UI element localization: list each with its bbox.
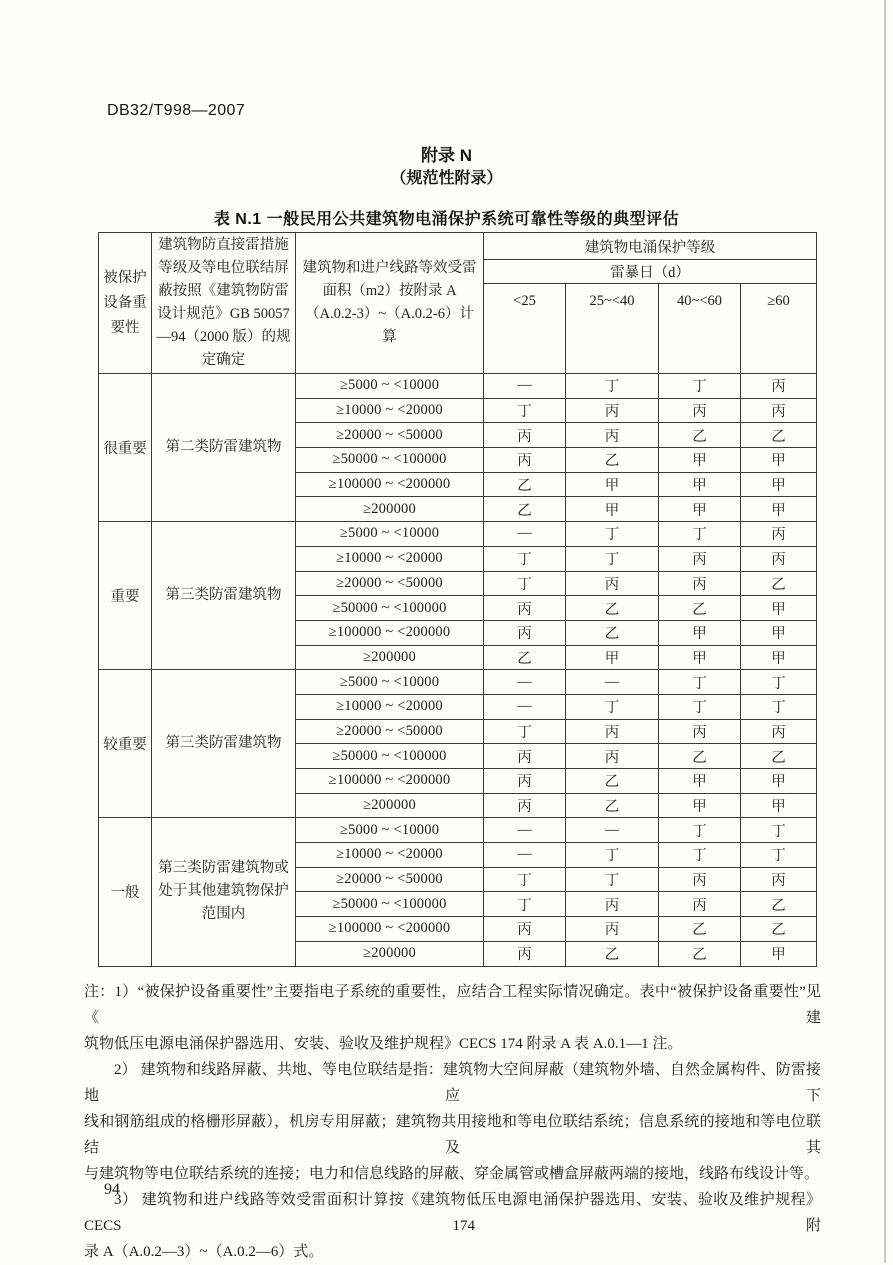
grade-cell: 丁 xyxy=(659,694,741,719)
note-line: 3） 建筑物和进户线路等效受雷面积计算按《建筑物低压电源电涌保护器选用、安装、验收及维护规程》CECS 174 附 xyxy=(84,1192,821,1234)
area-range-cell: ≥10000 ~ <20000 xyxy=(296,398,484,423)
grade-cell: 乙 xyxy=(659,423,741,448)
area-range-cell: ≥50000 ~ <100000 xyxy=(296,744,484,769)
area-range-cell: ≥200000 xyxy=(296,941,484,966)
appendix-subtitle: （规范性附录） xyxy=(390,170,503,187)
grade-cell: 丁 xyxy=(659,374,741,399)
grade-cell: — xyxy=(566,818,659,843)
note-line: 线和钢筋组成的格栅形屏蔽），机房专用屏蔽；建筑物共用接地和等电位联结系统；信息系统的接地和等电位联结及其 xyxy=(84,1114,821,1156)
grade-cell: 甲 xyxy=(659,448,741,473)
building-type-cell: 第二类防雷建筑物 xyxy=(152,374,296,522)
header-day-range: 25~<40 xyxy=(566,284,659,374)
grade-cell: 甲 xyxy=(566,472,659,497)
appendix-title: 附录 N xyxy=(421,146,472,165)
grade-cell: 甲 xyxy=(741,448,817,473)
grade-cell: 丁 xyxy=(659,522,741,547)
grade-cell: 甲 xyxy=(741,793,817,818)
grade-cell: 丁 xyxy=(566,374,659,399)
grade-cell: 丁 xyxy=(566,694,659,719)
grade-cell: 丁 xyxy=(741,843,817,868)
grade-cell: 丁 xyxy=(659,818,741,843)
grade-cell: 甲 xyxy=(659,472,741,497)
area-range-cell: ≥200000 xyxy=(296,793,484,818)
note-line: 2） 建筑物和线路屏蔽、共地、等电位联结是指：建筑物大空间屏蔽（建筑物外墙、自然金属构件、防雷接地应下 xyxy=(84,1062,821,1104)
grade-cell: 丁 xyxy=(484,719,566,744)
grade-cell: 甲 xyxy=(659,793,741,818)
grade-cell: 丙 xyxy=(484,744,566,769)
grade-cell: 甲 xyxy=(566,645,659,670)
grade-cell: 甲 xyxy=(659,645,741,670)
grade-cell: 丁 xyxy=(484,571,566,596)
grade-cell: 丙 xyxy=(741,522,817,547)
scan-edge-artifact xyxy=(884,0,886,1263)
header-lightning-measures: 建筑物防直接雷措施等级及等电位联结屏蔽按照《建筑物防雷设计规范》GB 50057—94（2000 版）的规定确定 xyxy=(152,233,296,374)
grade-cell: 丙 xyxy=(659,398,741,423)
grade-cell: 乙 xyxy=(566,448,659,473)
grade-cell: 乙 xyxy=(741,423,817,448)
grade-cell: 丙 xyxy=(659,867,741,892)
area-range-cell: ≥100000 ~ <200000 xyxy=(296,620,484,645)
importance-cell: 一般 xyxy=(99,818,152,966)
grade-cell: 丁 xyxy=(741,818,817,843)
importance-cell: 重要 xyxy=(99,522,152,670)
grade-cell: 丙 xyxy=(566,398,659,423)
grade-cell: 乙 xyxy=(741,917,817,942)
grade-cell: 丁 xyxy=(566,843,659,868)
grade-cell: — xyxy=(484,670,566,695)
table-title: 表 N.1 一般民用公共建筑物电涌保护系统可靠性等级的典型评估 xyxy=(213,211,680,228)
grade-cell: 乙 xyxy=(741,571,817,596)
area-range-cell: ≥10000 ~ <20000 xyxy=(296,843,484,868)
grade-cell: 丙 xyxy=(566,719,659,744)
header-protection-level: 建筑物电涌保护等级 xyxy=(484,233,817,260)
grade-cell: 丙 xyxy=(741,867,817,892)
grade-cell: 丙 xyxy=(484,448,566,473)
grade-cell: 丙 xyxy=(659,719,741,744)
grade-cell: 乙 xyxy=(659,941,741,966)
grade-cell: 丙 xyxy=(741,546,817,571)
grade-cell: 甲 xyxy=(741,769,817,794)
note-line: 录 A（A.0.2—3）~（A.0.2—6）式。 xyxy=(84,1244,324,1260)
grade-cell: 丙 xyxy=(741,398,817,423)
grade-cell: 丁 xyxy=(566,867,659,892)
area-range-cell: ≥100000 ~ <200000 xyxy=(296,769,484,794)
area-range-cell: ≥10000 ~ <20000 xyxy=(296,694,484,719)
table-row xyxy=(99,522,817,547)
grade-cell: 丙 xyxy=(484,793,566,818)
grade-cell: 丙 xyxy=(484,769,566,794)
grade-cell: — xyxy=(484,818,566,843)
grade-cell: 甲 xyxy=(741,645,817,670)
importance-cell: 较重要 xyxy=(99,670,152,818)
grade-cell: 丙 xyxy=(659,892,741,917)
grade-cell: 乙 xyxy=(659,744,741,769)
header-equivalent-area: 建筑物和进户线路等效受雷面积（m2）按附录 A（A.0.2-3）~（A.0.2-6）计算 xyxy=(296,233,484,374)
grade-cell: 甲 xyxy=(741,620,817,645)
area-range-cell: ≥5000 ~ <10000 xyxy=(296,374,484,399)
area-range-cell: ≥100000 ~ <200000 xyxy=(296,917,484,942)
grade-cell: 丙 xyxy=(659,546,741,571)
grade-cell: 丁 xyxy=(484,892,566,917)
area-range-cell: ≥10000 ~ <20000 xyxy=(296,546,484,571)
page-number: 94 xyxy=(104,1181,120,1198)
grade-cell: 丁 xyxy=(741,670,817,695)
grade-cell: 乙 xyxy=(566,596,659,621)
area-range-cell: ≥20000 ~ <50000 xyxy=(296,423,484,448)
building-type-cell: 第三类防雷建筑物 xyxy=(152,670,296,818)
table-row xyxy=(99,670,817,695)
header-thunderstorm-days: 雷暴日（d） xyxy=(484,260,817,284)
assessment-table-body xyxy=(99,233,817,967)
grade-cell: 甲 xyxy=(741,472,817,497)
grade-cell: 甲 xyxy=(566,497,659,522)
grade-cell: 丙 xyxy=(566,423,659,448)
area-range-cell: ≥20000 ~ <50000 xyxy=(296,719,484,744)
area-range-cell: ≥50000 ~ <100000 xyxy=(296,596,484,621)
note-line: 筑物低压电源电涌保护器选用、安装、验收及维护规程》CECS 174 附录 A 表 A.0.1—1 注。 xyxy=(84,1036,683,1052)
table-row xyxy=(99,818,817,843)
notes-block xyxy=(84,979,821,1265)
area-range-cell: ≥20000 ~ <50000 xyxy=(296,571,484,596)
area-range-cell: ≥200000 xyxy=(296,645,484,670)
importance-cell: 很重要 xyxy=(99,374,152,522)
area-range-cell: ≥200000 xyxy=(296,497,484,522)
grade-cell: 乙 xyxy=(484,497,566,522)
grade-cell: 甲 xyxy=(659,620,741,645)
grade-cell: — xyxy=(566,670,659,695)
assessment-table xyxy=(98,232,817,967)
grade-cell: — xyxy=(484,694,566,719)
grade-cell: 丙 xyxy=(484,941,566,966)
grade-cell: 丙 xyxy=(484,620,566,645)
area-range-cell: ≥50000 ~ <100000 xyxy=(296,448,484,473)
area-range-cell: ≥100000 ~ <200000 xyxy=(296,472,484,497)
grade-cell: 丁 xyxy=(566,546,659,571)
grade-cell: 丁 xyxy=(659,670,741,695)
grade-cell: 甲 xyxy=(659,497,741,522)
grade-cell: 乙 xyxy=(741,892,817,917)
grade-cell: 乙 xyxy=(741,744,817,769)
header-day-range: 40~<60 xyxy=(659,284,741,374)
grade-cell: 甲 xyxy=(741,596,817,621)
grade-cell: 丙 xyxy=(659,571,741,596)
area-range-cell: ≥5000 ~ <10000 xyxy=(296,670,484,695)
grade-cell: — xyxy=(484,374,566,399)
grade-cell: 丙 xyxy=(566,571,659,596)
grade-cell: 丙 xyxy=(566,917,659,942)
area-range-cell: ≥20000 ~ <50000 xyxy=(296,867,484,892)
area-range-cell: ≥50000 ~ <100000 xyxy=(296,892,484,917)
grade-cell: 丙 xyxy=(741,719,817,744)
area-range-cell: ≥5000 ~ <10000 xyxy=(296,522,484,547)
grade-cell: 丁 xyxy=(566,522,659,547)
grade-cell: 甲 xyxy=(659,769,741,794)
table-row xyxy=(99,374,817,399)
grade-cell: 乙 xyxy=(566,620,659,645)
grade-cell: 乙 xyxy=(566,769,659,794)
note-line: 注：1）“被保护设备重要性”主要指电子系统的重要性，应结合工程实际情况确定。表中“被保护设备重要性”见《建 xyxy=(84,984,821,1026)
header-day-range: ≥60 xyxy=(741,284,817,374)
header-importance: 被保护设备重要性 xyxy=(99,233,152,374)
grade-cell: 丁 xyxy=(484,867,566,892)
grade-cell: 丙 xyxy=(566,744,659,769)
grade-cell: — xyxy=(484,522,566,547)
grade-cell: 丁 xyxy=(741,694,817,719)
grade-cell: 丙 xyxy=(484,596,566,621)
grade-cell: 丁 xyxy=(484,398,566,423)
grade-cell: 丙 xyxy=(484,917,566,942)
building-type-cell: 第三类防雷建筑物 xyxy=(152,522,296,670)
grade-cell: 乙 xyxy=(484,472,566,497)
area-range-cell: ≥5000 ~ <10000 xyxy=(296,818,484,843)
grade-cell: 甲 xyxy=(741,497,817,522)
grade-cell: 甲 xyxy=(741,941,817,966)
grade-cell: 丁 xyxy=(484,546,566,571)
header-day-range: <25 xyxy=(484,284,566,374)
table-row xyxy=(99,233,817,260)
grade-cell: 乙 xyxy=(484,645,566,670)
grade-cell: 乙 xyxy=(566,793,659,818)
grade-cell: 乙 xyxy=(566,941,659,966)
doc-number: DB32/T998—2007 xyxy=(107,102,246,119)
grade-cell: 乙 xyxy=(659,917,741,942)
grade-cell: 丙 xyxy=(741,374,817,399)
note-line: 与建筑物等电位联结系统的连接；电力和信息线路的屏蔽、穿金属管或槽盒屏蔽两端的接地，线路布线设计等。 xyxy=(84,1166,820,1182)
grade-cell: 丙 xyxy=(484,423,566,448)
grade-cell: 丁 xyxy=(659,843,741,868)
grade-cell: 乙 xyxy=(659,596,741,621)
building-type-cell: 第三类防雷建筑物或处于其他建筑物保护范围内 xyxy=(152,818,296,966)
grade-cell: — xyxy=(484,843,566,868)
grade-cell: 丙 xyxy=(566,892,659,917)
